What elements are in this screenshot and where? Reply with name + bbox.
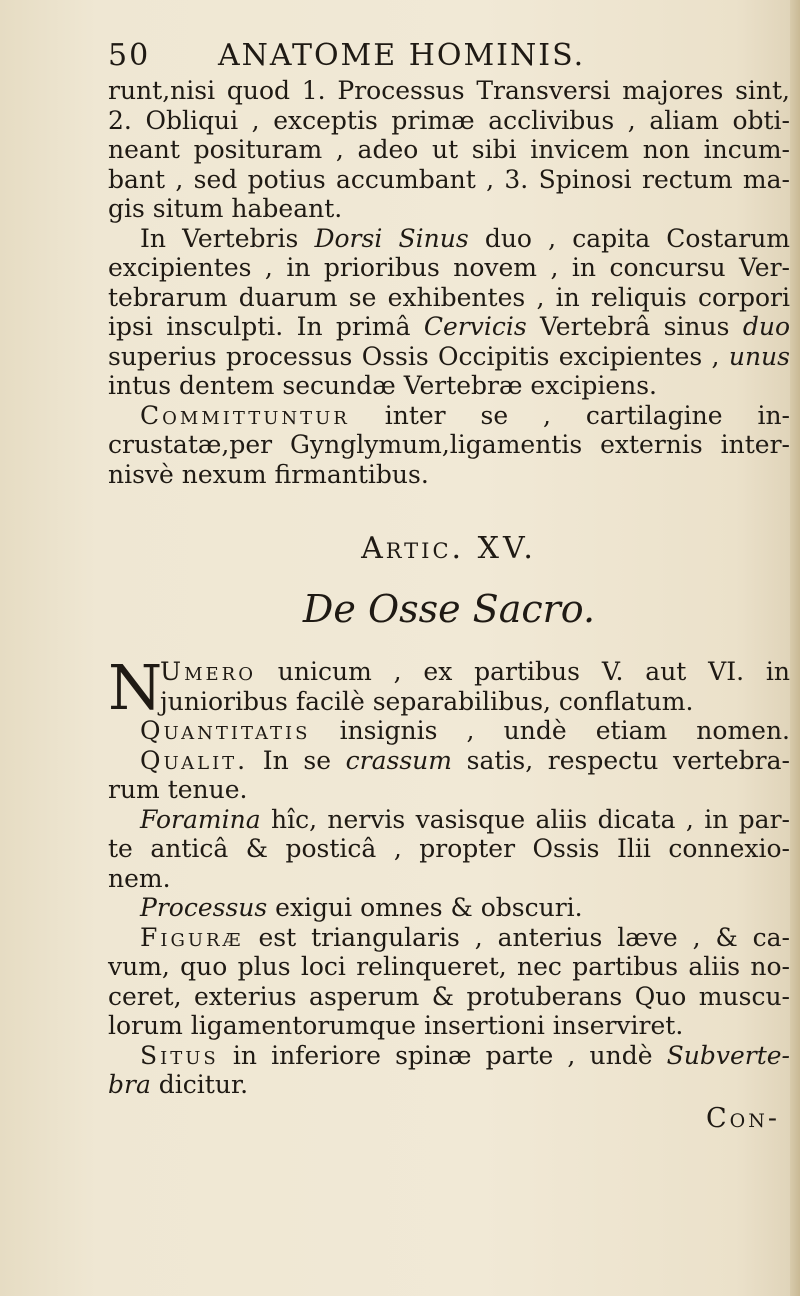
text-line: runt,nisi quod 1. Processus Transversi majores sint,: [108, 76, 790, 105]
text-line: crustatæ,per Gynglymum,ligamentis externis inter-: [108, 430, 790, 459]
text-line: Situs in inferiore spinæ parte , undè Subverte-: [140, 1040, 790, 1070]
text-line: nisvè nexum firmantibus.: [108, 459, 429, 489]
text-line: Umero unicum , ex partibus V. aut VI. in: [160, 657, 790, 686]
text-line: bant , sed potius accumbant , 3. Spinosi rectum ma-: [108, 164, 790, 194]
text-line: superius processus Ossis Occipitis excipientes , unus: [108, 341, 790, 371]
text-line: Figuræ est triangularis , anterius læve , & ca-: [140, 922, 790, 952]
drop-cap: N: [108, 651, 163, 724]
article-heading: Artic. XV.: [361, 531, 537, 566]
text-line: Qualit. In se crassum satis, respectu vertebra-: [140, 745, 790, 775]
running-title: ANATOME HOMINIS.: [218, 38, 586, 73]
text-line: neant posituram , adeo ut sibi invicem non incum-: [108, 135, 790, 164]
catchword: Con-: [706, 1102, 780, 1134]
text-line: excipientes , in prioribus novem , in concursu Ver-: [108, 253, 790, 282]
text-line: 2. Obliqui , exceptis primæ acclivibus , aliam obti-: [108, 105, 790, 135]
text-line: lorum ligamentorumque insertioni inserviret.: [108, 1011, 684, 1040]
text-line: Committuntur inter se , cartilagine in-: [140, 400, 790, 430]
text-line: tebrarum duarum se exhibentes , in reliquis corpori: [108, 282, 790, 312]
text-line: te anticâ & posticâ , propter Ossis Ilii connexio-: [108, 834, 790, 863]
text-line: bra dicitur.: [108, 1070, 249, 1099]
text-line: Foramina hîc, nervis vasisque aliis dicata , in par-: [140, 804, 790, 834]
text-line: nem.: [108, 863, 171, 893]
article-title: De Osse Sacro.: [302, 587, 596, 631]
text-line: gis situm habeant.: [108, 194, 343, 223]
text-line: rum tenue.: [108, 775, 248, 804]
page-number: 50: [108, 38, 151, 73]
text-line: intus dentem secundæ Vertebræ excipiens.: [108, 371, 657, 400]
page-edge: [790, 0, 800, 1296]
text-line: ipsi insculpti. In primâ Cervicis Vertebrâ sinus duo: [108, 312, 790, 341]
text-line: ceret, exterius asperum & protuberans Quo muscu-: [108, 981, 790, 1011]
dropcap-paragraph: [108, 651, 790, 724]
text-line: vum, quo plus loci relinqueret, nec partibus aliis no-: [108, 952, 790, 981]
text-line: Quantitatis insignis , undè etiam nomen.: [140, 716, 790, 745]
running-header: [108, 36, 790, 76]
text-block: [108, 36, 790, 1133]
text-line: junioribus facilè separabilibus, conflatum.: [160, 686, 694, 716]
text-line: Processus exigui omnes & obscuri.: [140, 893, 583, 922]
text-line: In Vertebris Dorsi Sinus duo , capita Costarum: [140, 223, 791, 253]
